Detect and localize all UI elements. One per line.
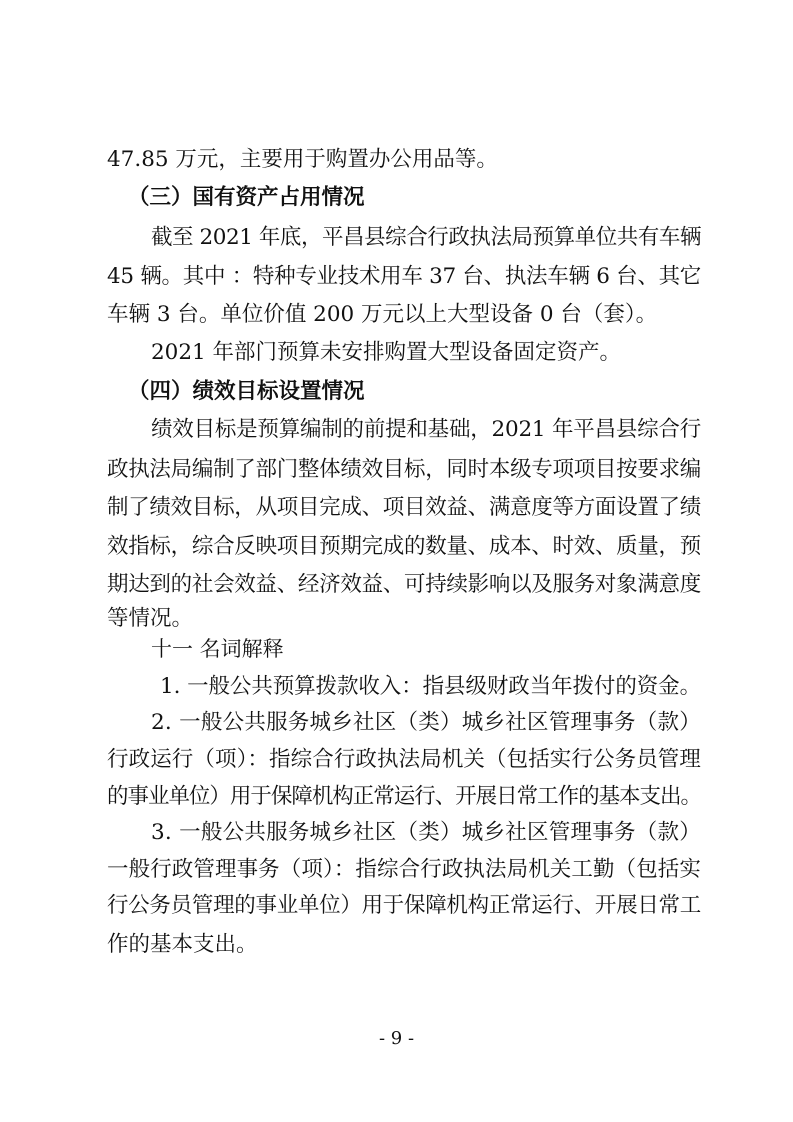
paragraph-line: 效指标，综合反映项目预期完成的数量、成本、时效、质量，预 bbox=[107, 534, 701, 559]
definition-line: 行公务员管理的事业单位）用于保障机构正常运行、开展日常工 bbox=[107, 893, 701, 918]
paragraph-line: 政执法局编制了部门整体绩效目标，同时本级专项项目按要求编 bbox=[107, 457, 701, 482]
page-number: - 9 - bbox=[378, 1028, 415, 1049]
definition-line: 3. 一般公共服务城乡社区（类）城乡社区管理事务（款） bbox=[151, 820, 701, 845]
paragraph-line: 2021 年部门预算未安排购置大型设备固定资产。 bbox=[151, 340, 622, 365]
section-heading-11: 十一 名词解释 bbox=[151, 637, 284, 661]
paragraph-line: 制了绩效目标，从项目完成、项目效益、满意度等方面设置了绩 bbox=[107, 495, 701, 520]
paragraph-line: 期达到的社会效益、经济效益、可持续影响以及服务对象满意度 bbox=[107, 572, 701, 597]
definition-line: 1. 一般公共预算拨款收入：指县级财政当年拨付的资金。 bbox=[160, 674, 701, 699]
definition-line: 作的基本支出。 bbox=[107, 932, 258, 957]
paragraph-line: 等情况。 bbox=[107, 606, 194, 631]
section-heading-4: （四）绩效目标设置情况 bbox=[128, 379, 365, 404]
paragraph-line: 47.85 万元，主要用于购置办公用品等。 bbox=[107, 147, 498, 172]
definition-line: 的事业单位）用于保障机构正常运行、开展日常工作的基本支出。 bbox=[107, 784, 701, 809]
definition-line: 2. 一般公共服务城乡社区（类）城乡社区管理事务（款） bbox=[151, 710, 701, 735]
paragraph-line: 截至 2021 年底，平昌县综合行政执法局预算单位共有车辆 bbox=[151, 225, 701, 250]
section-heading-3: （三）国有资产占用情况 bbox=[128, 185, 365, 210]
definition-line: 一般行政管理事务（项）：指综合行政执法局机关工勤（包括实 bbox=[107, 857, 701, 882]
paragraph-line: 45 辆。其中 ：特种专业技术用车 37 台、执法车辆 6 台、其它 bbox=[107, 264, 701, 289]
paragraph-line: 车辆 3 台。单位价值 200 万元以上大型设备 0 台（套）。 bbox=[107, 302, 658, 327]
paragraph-line: 绩效目标是预算编制的前提和基础，2021 年平昌县综合行 bbox=[151, 417, 701, 442]
definition-line: 行政运行（项）：指综合行政执法局机关（包括实行公务员管理 bbox=[107, 747, 701, 772]
